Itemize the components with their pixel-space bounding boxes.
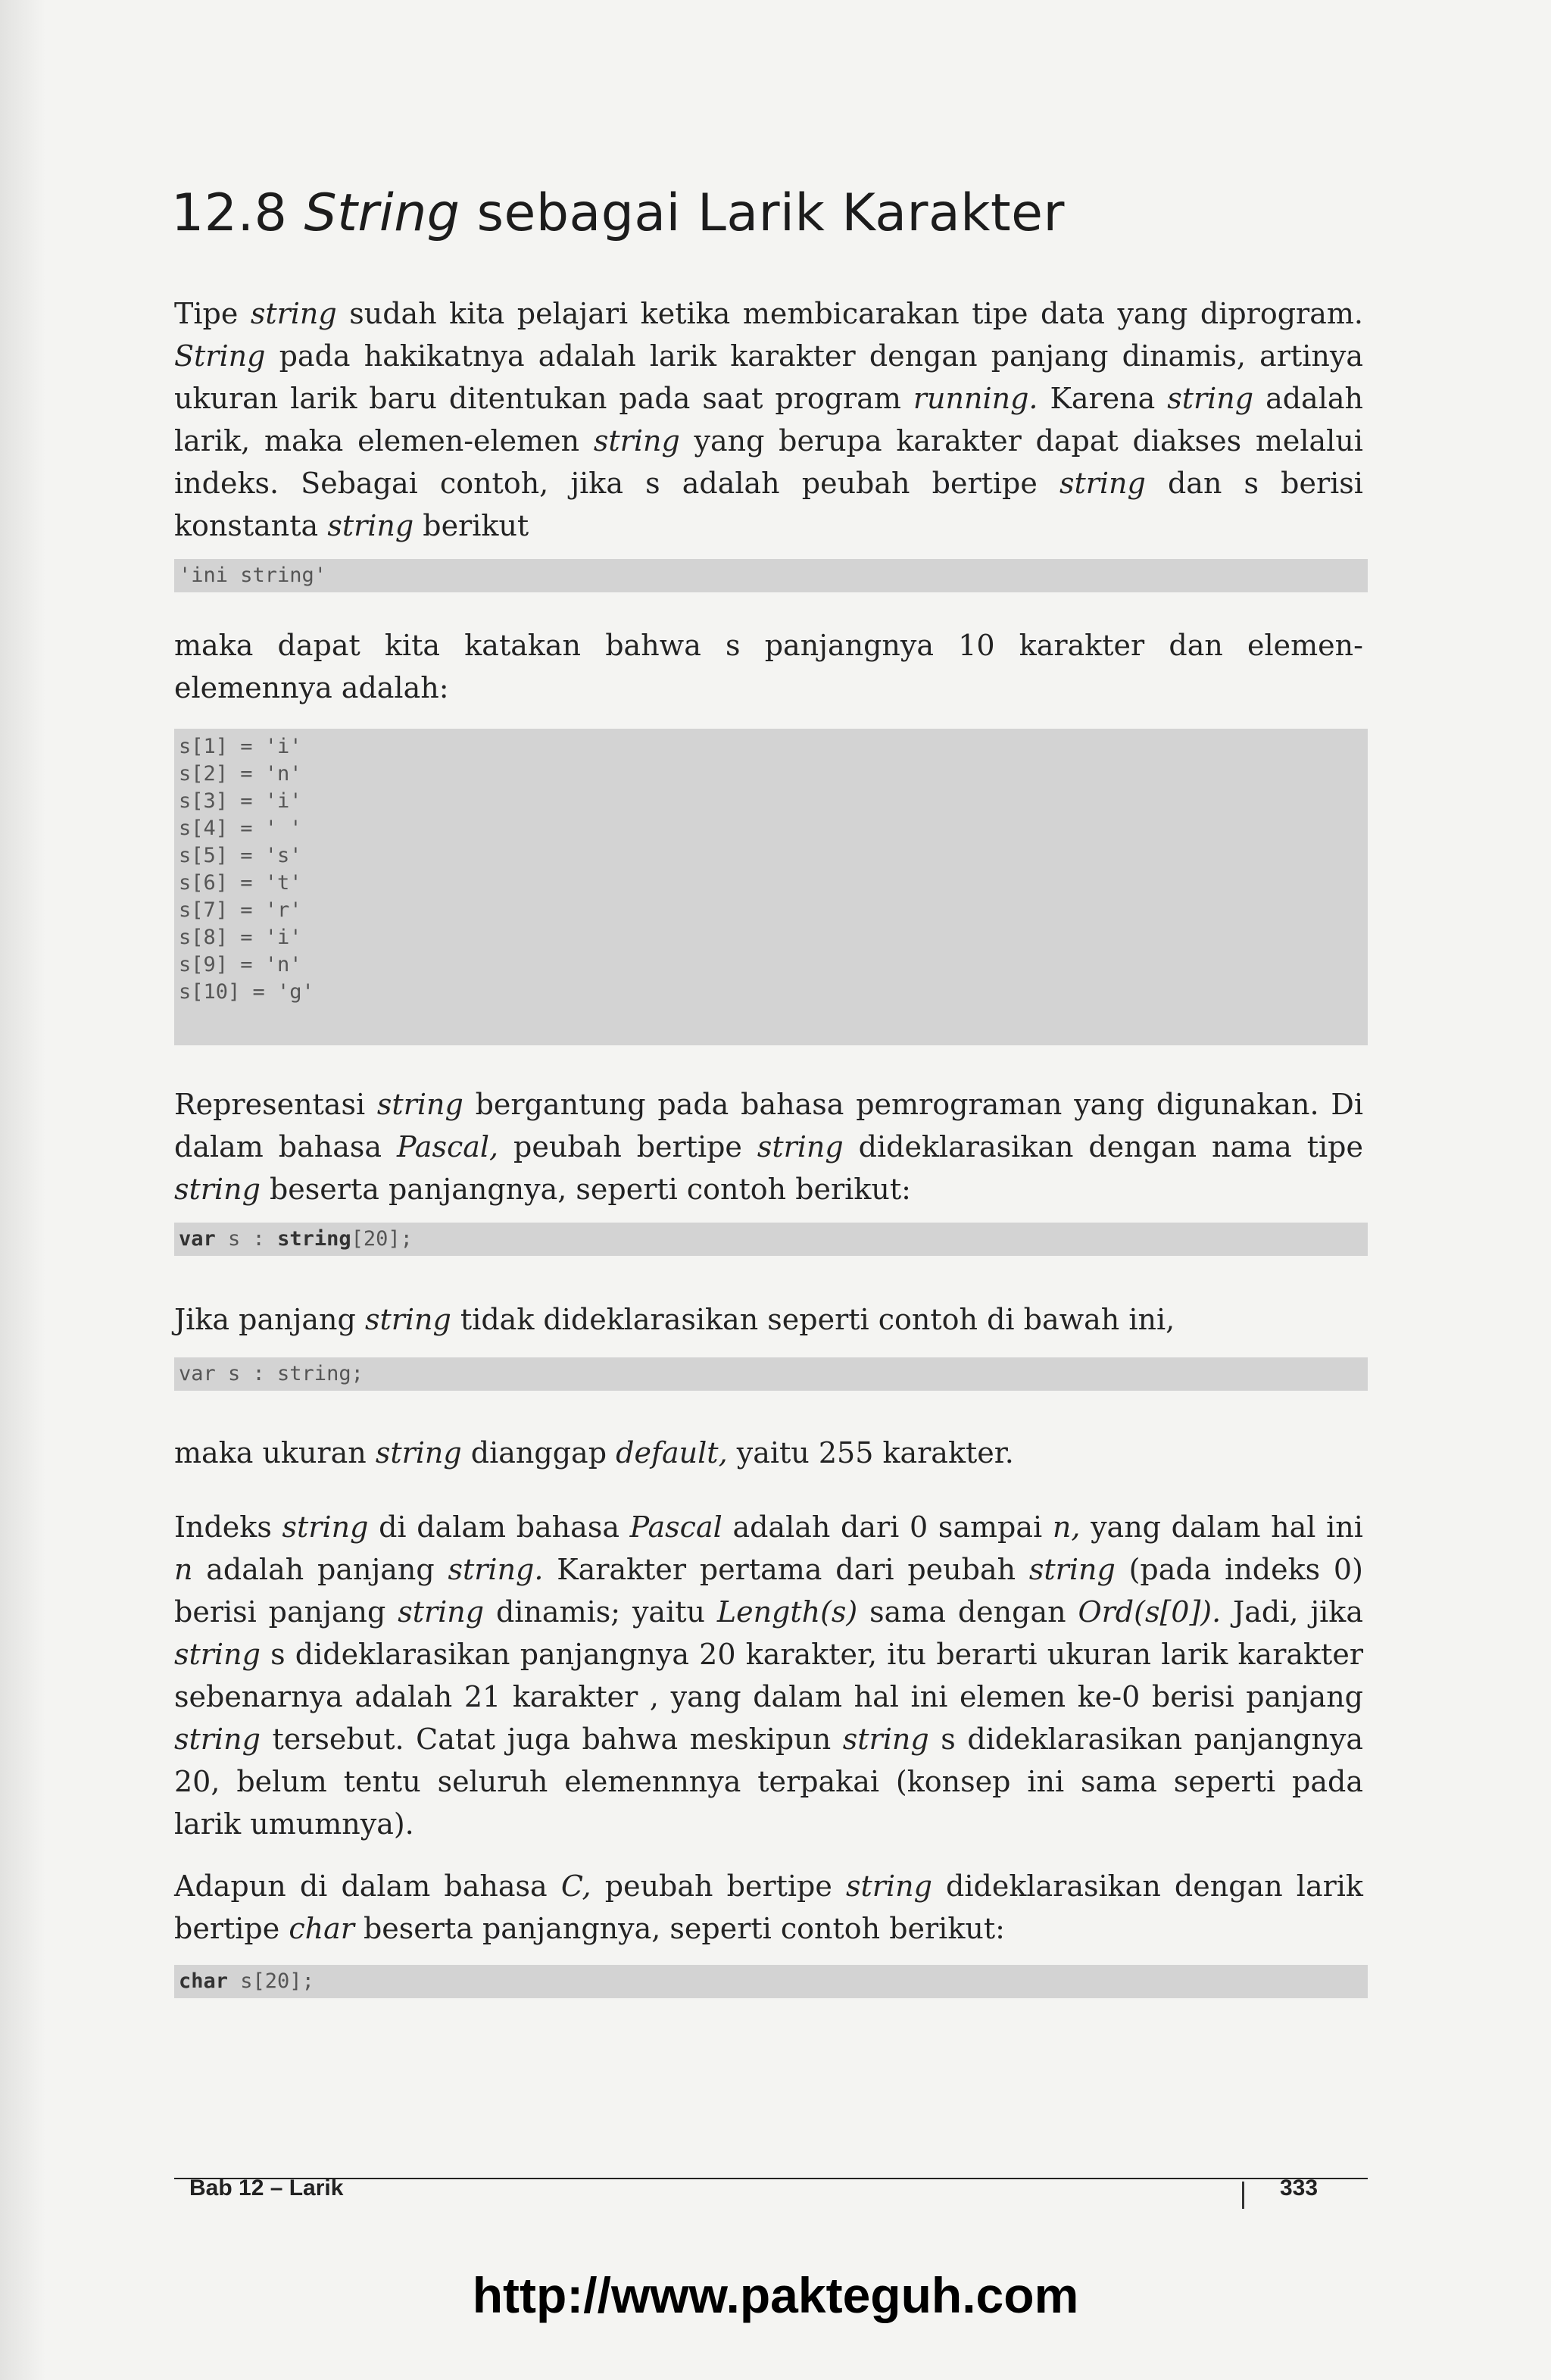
code-line: s[6] = 't'	[179, 871, 302, 895]
code-line: s[9] = 'n'	[179, 953, 302, 976]
code-line: s[7] = 'r'	[179, 898, 302, 922]
paragraph-default-size: maka ukuran string dianggap default, yaitu 255 karakter.	[174, 1436, 1014, 1470]
watermark-url: http://www.pakteguh.com	[472, 2267, 1079, 2323]
page-shadow	[0, 0, 45, 2380]
section-heading: 12.8 String sebagai Larik Karakter	[171, 183, 1065, 243]
footer-divider	[1242, 2182, 1244, 2209]
chapter-label: Bab 12 – Larik	[189, 2175, 344, 2200]
code-line: s[10] = 'g'	[179, 980, 314, 1004]
code-line: s[3] = 'i'	[179, 789, 302, 813]
code-line: s[1] = 'i'	[179, 735, 302, 758]
page-number: 333	[1280, 2175, 1319, 2200]
code-line: s[2] = 'n'	[179, 762, 302, 786]
code-block-pascal-default: var s : string;	[174, 1357, 1368, 1391]
footer-rule	[174, 2178, 1368, 2179]
code-line: s[8] = 'i'	[179, 926, 302, 949]
code-line: s[5] = 's'	[179, 844, 302, 867]
paragraph-undeclared-length: Jika panjang string tidak dideklarasikan seperti contoh di bawah ini,	[174, 1303, 1175, 1336]
code-block-c-declaration: char s[20];	[174, 1965, 1368, 1998]
paragraph-intro: Tipe string sudah kita pelajari ketika membicarakan tipe data yang diprogram. String pada hakikatnya adalah larik karakter dengan panjang dinamis, artinya ukuran larik baru ditentukan pada saat program running. Karena string adalah larik, maka elemen-elemen string yang berupa karakter dapat diakses melalui indeks. Sebagai contoh, jika s adalah peubah bertipe string dan s berisi konstanta string berikut	[174, 297, 1363, 542]
paragraph-representation: Representasi string bergantung pada bahasa pemrograman yang digunakan. Di dalam bahasa Pascal, peubah bertipe string dideklarasikan dengan nama tipe string beserta panjangnya, seperti contoh berikut:	[174, 1088, 1363, 1206]
code-block-string-literal: 'ini string'	[174, 559, 1368, 592]
paragraph-c-language: Adapun di dalam bahasa C, peubah bertipe string dideklarasikan dengan larik bertipe char beserta panjangnya, seperti contoh berikut:	[174, 1869, 1363, 1945]
paragraph-length: maka dapat kita katakan bahwa s panjangnya 10 karakter dan elemen-elemennya adalah:	[174, 629, 1363, 704]
code-line: s[4] = ' '	[179, 817, 302, 840]
code-block-elements	[174, 729, 1368, 1045]
code-block-pascal-declaration: var s : string[20];	[174, 1223, 1368, 1256]
paragraph-pascal-index: Indeks string di dalam bahasa Pascal adalah dari 0 sampai n, yang dalam hal ini n adalah panjang string. Karakter pertama dari peubah string (pada indeks 0) berisi panjang string dinamis; yaitu Length(s) sama dengan Ord(s[0]). Jadi, jika string s dideklarasikan panjangnya 20 karakter, itu berarti ukuran larik karakter sebenarnya adalah 21 karakter , yang dalam hal ini elemen ke-0 berisi panjang string tersebut. Catat juga bahwa meskipun string s dideklarasikan panjangnya 20, belum tentu seluruh elemennnya terpakai (konsep ini sama seperti pada larik umumnya).	[174, 1510, 1363, 1841]
